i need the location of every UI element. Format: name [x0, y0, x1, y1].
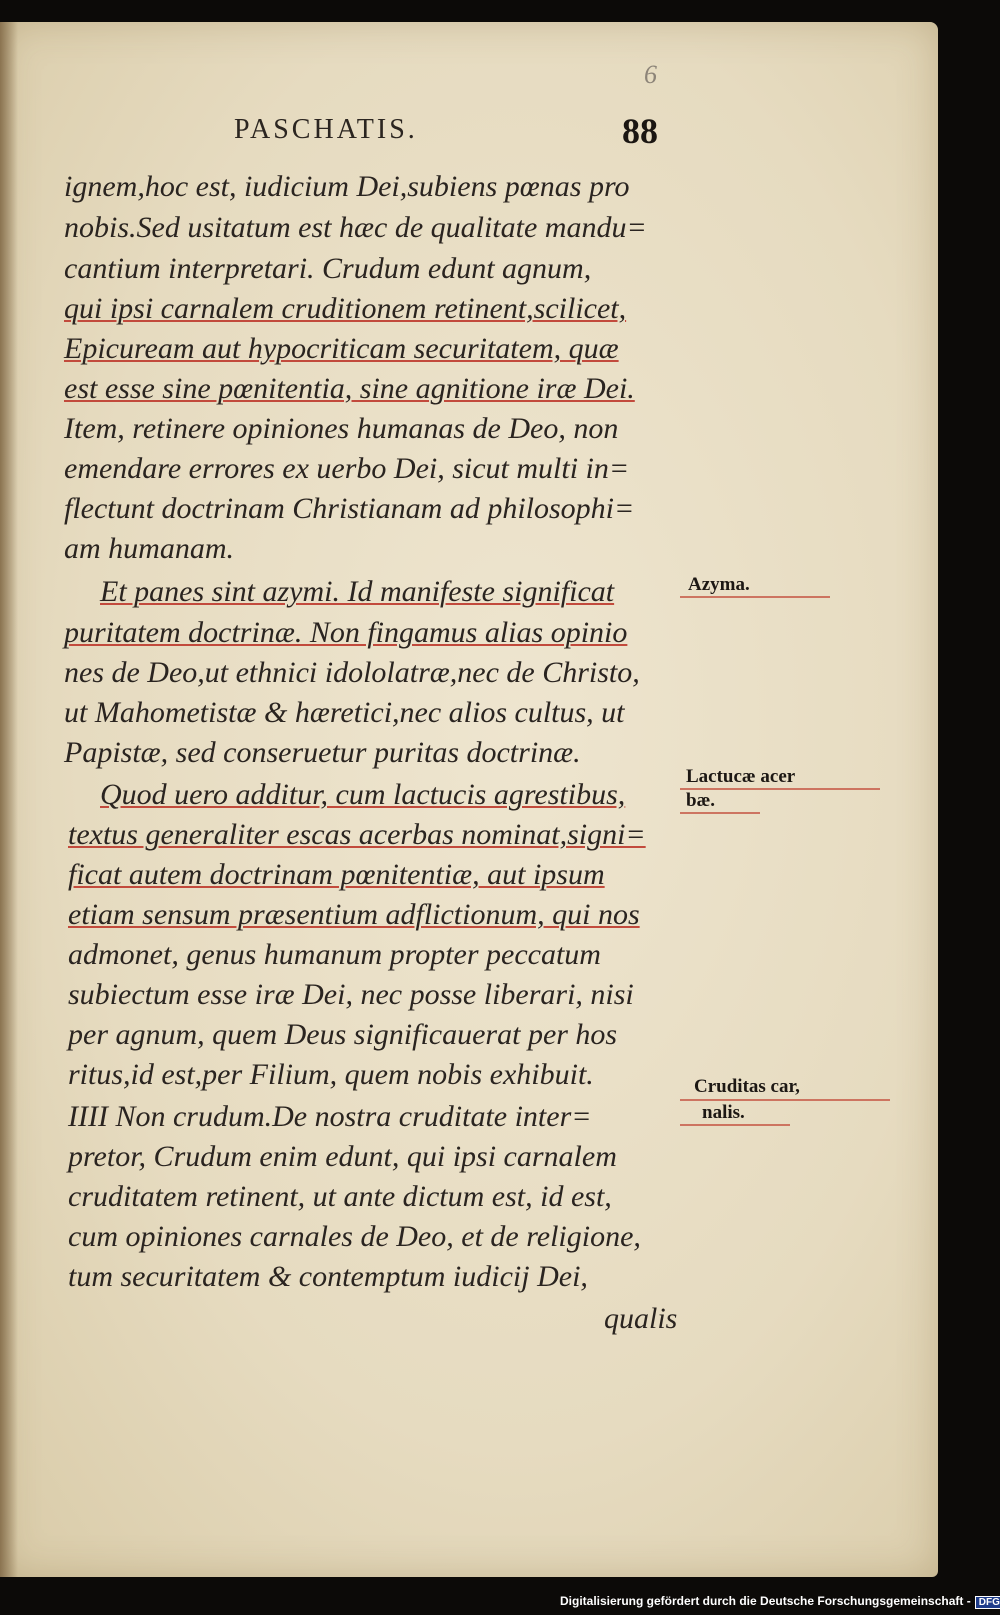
text-line: per agnum, quem Deus significauerat per hos [68, 1018, 618, 1051]
running-header: PASCHATIS. [234, 114, 418, 145]
margin-note-cruditas: Cruditas car, [694, 1076, 800, 1097]
text-line: ut Mahometistæ & hæretici,nec alios cultus, ut [64, 696, 625, 729]
text-line: ritus,id est,per Filium, quem nobis exhibuit. [68, 1058, 594, 1091]
text-line-underlined: Quod uero additur, cum lactucis agrestibus, [100, 778, 626, 811]
text-line: Item, retinere opiniones humanas de Deo, non [64, 412, 619, 445]
margin-underline [680, 1099, 890, 1101]
margin-underline [680, 596, 830, 598]
text-line-underlined: etiam sensum præsentium adflictionum, qui nos [68, 898, 640, 931]
text-line: am humanam. [64, 532, 234, 565]
page-number: 88 [622, 111, 658, 151]
text-line-underlined: puritatem doctrinæ. Non fingamus alias opinio [64, 616, 628, 649]
text-line-underlined: qui ipsi carnalem cruditionem retinent,scilicet, [64, 292, 627, 325]
text-line: pretor, Crudum enim edunt, qui ipsi carnalem [68, 1140, 617, 1173]
digitization-credit [560, 1594, 1000, 1609]
catchword: qualis [604, 1302, 678, 1335]
text-line: Papistæ, sed conseruetur puritas doctrinæ. [64, 736, 581, 769]
dfg-logo: DFG [975, 1596, 1000, 1609]
text-line: emendare errores ex uerbo Dei, sicut multi in= [64, 452, 630, 485]
margin-note-cruditas-cont: nalis. [702, 1102, 745, 1123]
text-line: tum securitatem & contemptum iudicij Dei, [68, 1260, 588, 1293]
credit-text: Digitalisierung gefördert durch die Deutsche Forschungsgemeinschaft - [560, 1594, 971, 1608]
margin-note-lactucae-cont: bæ. [686, 790, 716, 811]
text-line: nes de Deo,ut ethnici idololatræ,nec de Christo, [64, 656, 640, 689]
text-line-underlined: Et panes sint azymi. Id manifeste significat [100, 575, 615, 608]
margin-note-lactucae: Lactucæ acer [686, 766, 796, 787]
text-line: admonet, genus humanum propter peccatum [68, 938, 601, 971]
text-line: ignem,hoc est, iudicium Dei,subiens pœnas pro [64, 170, 630, 203]
text-line: nobis.Sed usitatum est hæc de qualitate mandu= [64, 211, 647, 244]
page-gutter-shadow [0, 22, 18, 1577]
text-line: flectunt doctrinam Christianam ad philosophi= [64, 492, 635, 525]
text-line-underlined: Epicuream aut hypocriticam securitatem, quæ [64, 332, 619, 365]
text-line: IIII Non crudum.De nostra cruditate inter= [68, 1100, 592, 1133]
book-page [0, 22, 938, 1577]
text-line-underlined: textus generaliter escas acerbas nominat,signi= [68, 818, 646, 851]
margin-underline [680, 1124, 790, 1126]
margin-note-azyma: Azyma. [688, 574, 750, 595]
text-line: cum opiniones carnales de Deo, et de religione, [68, 1220, 641, 1253]
text-line-underlined: est esse sine pœnitentia, sine agnitione iræ Dei. [64, 372, 635, 405]
margin-underline [680, 812, 760, 814]
text-line: cantium interpretari. Crudum edunt agnum, [64, 252, 592, 285]
pencil-folio-mark: 6 [644, 60, 657, 89]
text-line: cruditatem retinent, ut ante dictum est, id est, [68, 1180, 612, 1213]
text-line-underlined: ficat autem doctrinam pœnitentiæ, aut ipsum [68, 858, 605, 891]
text-line: subiectum esse iræ Dei, nec posse liberari, nisi [68, 978, 634, 1011]
